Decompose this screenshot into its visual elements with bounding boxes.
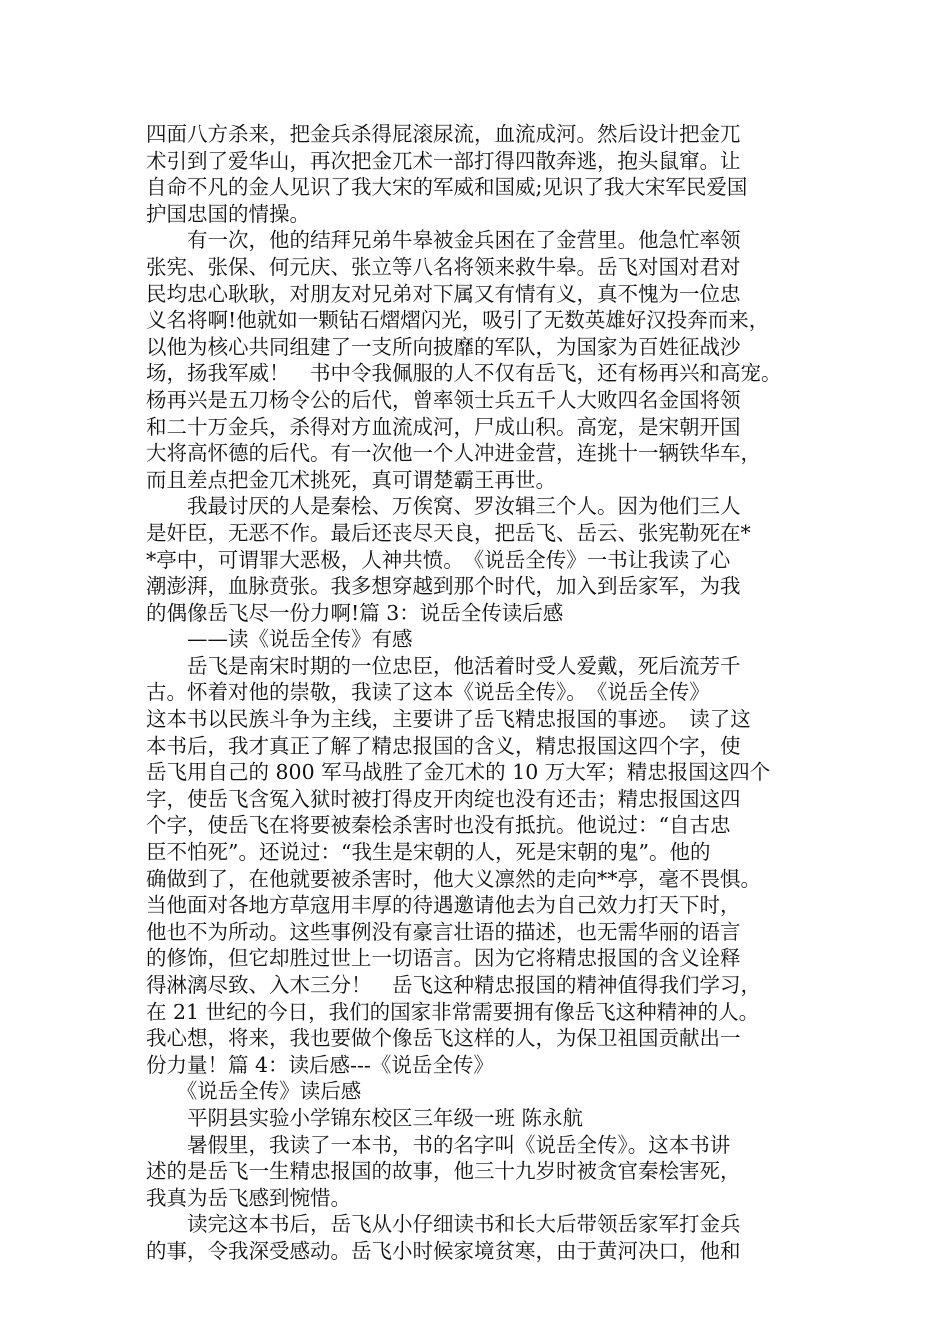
text-line: 岳飞用自己的 800 军马战胜了金兀术的 10 万大军；精忠报国这四个 [146, 760, 771, 785]
text-line: 自命不凡的金人见识了我大宋的军威和国威;见识了我大宋军民爱国 [146, 175, 748, 200]
text-line: 这本书以民族斗争为主线，主要讲了岳飞精忠报国的事迹。 读了这 [146, 707, 751, 732]
text-line: 有一次，他的结拜兄弟牛皋被金兵困在了金营里。他急忙率领 [146, 228, 741, 253]
text-line: 本书后，我才真正了解了精忠报国的含义，精忠报国这四个字，使 [146, 733, 741, 758]
text-line: 的事，令我深受感动。岳飞小时候家境贫寒，由于黄河决口，他和 [146, 1238, 741, 1263]
text-line: ——读《说岳全传》有感 [146, 627, 413, 652]
text-line: 暑假里，我读了一本书，书的名字叫《说岳全传》。这本书讲 [146, 1132, 731, 1157]
text-line: 而且差点把金兀术挑死，真可谓楚霸王再世。 [146, 467, 556, 492]
text-line: 字，使岳飞含冤入狱时被打得皮开肉绽也没有还击；精忠报国这四 [146, 786, 741, 811]
text-line: 大将高怀德的后代。有一次他一个人冲进金营，连挑十一辆铁华车， [146, 441, 761, 466]
text-line: 他也不为所动。这些事例没有豪言壮语的描述，也无需华丽的语言 [146, 919, 741, 944]
text-line: 平阴县实验小学锦东校区三年级一班 陈永航 [146, 1105, 584, 1130]
text-line: 确做到了，在他就要被杀害时，他大义凛然的走向**亭，毫不畏惧。 [146, 866, 761, 891]
text-line: 我真为岳飞感到惋惜。 [146, 1185, 351, 1210]
text-line: 份力量！篇 4：读后感---《说岳全传》 [146, 1052, 494, 1077]
text-line: 杨再兴是五刀杨令公的后代，曾率领士兵五千人大败四名金国将领 [146, 387, 741, 412]
text-line: 得淋漓尽致、入木三分！ 岳飞这种精忠报国的精神值得我们学习， [146, 973, 761, 997]
text-line: 以他为核心共同组建了一支所向披靡的军队，为国家为百姓征战沙 [146, 334, 741, 359]
text-line: *亭中，可谓罪大恶极，人神共愤。 《说岳全传》一书让我读了心 [146, 547, 731, 572]
text-line: 是奸臣，无恶不作。最后还丧尽天良，把岳飞、岳云、张宪勒死在* [146, 520, 751, 545]
text-line: 的偶像岳飞尽一份力啊!篇 3：说岳全传读后感 [146, 600, 564, 625]
text-line: 当他面对各地方草寇用丰厚的待遇邀请他去为自己效力打天下时， [146, 893, 741, 918]
text-line: 《说岳全传》读后感 [146, 1079, 362, 1104]
text-line: 四面八方杀来，把金兵杀得屁滚尿流，血流成河。然后设计把金兀 [146, 122, 741, 146]
essay-text [146, 121, 816, 1265]
text-line: 我最讨厌的人是秦桧、万俟窝、罗汝辑三个人。因为他们三人 [146, 494, 741, 519]
text-line: 岳飞是南宋时期的一位忠臣，他活着时受人爱戴，死后流芳千 [146, 653, 741, 678]
text-line: 场，扬我军威！ 书中令我佩服的人不仅有岳飞，还有杨再兴和高宠。 [146, 361, 782, 386]
text-line: 古。怀着对他的崇敬，我读了这本《说岳全传》。 《说岳全传》 [146, 680, 710, 705]
text-line: 个字，使岳飞在将要被秦桧杀害时也没有抵抗。他说过：“自古忠 [146, 813, 731, 838]
text-line: 和二十万金兵，杀得对方血流成河，尸成山积。高宠，是宋朝开国 [146, 414, 741, 439]
text-line: 的修饰，但它却胜过世上一切语言。因为它将精忠报国的含义诠释 [146, 946, 741, 971]
text-line: 潮澎湃，血脉贲张。我多想穿越到那个时代，加入到岳家军，为我 [146, 574, 741, 599]
text-line: 民均忠心耿耿，对朋友对兄弟对下属又有情有义，真不愧为一位忠 [146, 281, 741, 306]
text-line: 臣不怕死”。还说过：“我生是宋朝的人，死是宋朝的鬼”。他的 [146, 840, 711, 865]
text-line: 述的是岳飞一生精忠报国的故事，他三十九岁时被贪官秦桧害死， [146, 1159, 741, 1184]
text-line: 在 21 世纪的今日，我们的国家非常需要拥有像岳飞这种精神的人。 [146, 999, 760, 1024]
text-line: 张宪、张保、何元庆、张立等八名将领来救牛皋。岳飞对国对君对 [146, 254, 741, 279]
text-line: 护国忠国的情操。 [146, 201, 310, 226]
text-line: 术引到了爱华山，再次把金兀术一部打得四散奔逃，抱头鼠窜。让 [146, 148, 741, 173]
text-line: 读完这本书后，岳飞从小仔细读书和长大后带领岳家军打金兵 [146, 1212, 741, 1237]
text-line: 我心想，将来，我也要做个像岳飞这样的人，为保卫祖国贡献出一 [146, 1026, 741, 1051]
text-line: 义名将啊!他就如一颗钻石熠熠闪光，吸引了无数英雄好汉投奔而来， [146, 308, 770, 333]
